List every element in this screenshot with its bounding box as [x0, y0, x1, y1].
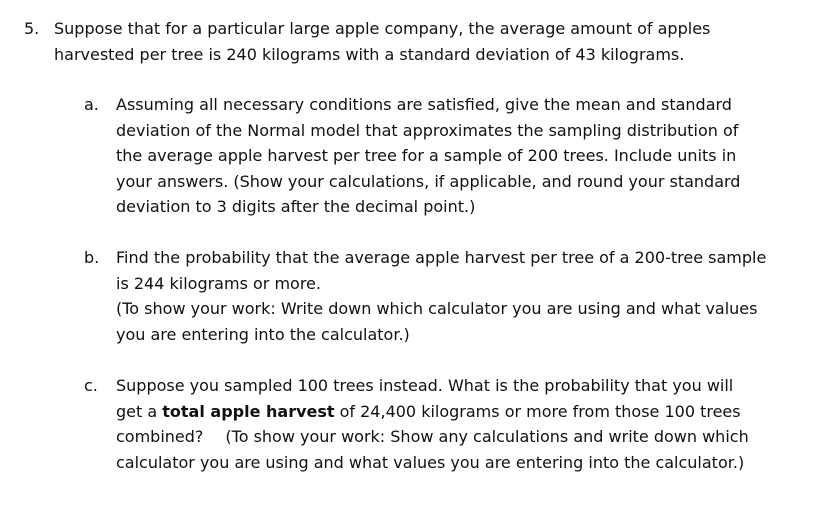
question-number: 5.	[24, 19, 40, 38]
part-a-line: deviation of the Normal model that approximates the sampling distribution of	[116, 120, 739, 140]
part-a-line: Assuming all necessary conditions are satisfied, give the mean and standard	[116, 95, 732, 114]
part-b-line: is 244 kilograms or more.	[116, 273, 321, 293]
part-c-line2-post: of 24,400 kilograms or more from those 100 trees	[334, 401, 741, 421]
part-c-line: Suppose you sampled 100 trees instead. What is the probability that you will	[116, 376, 734, 395]
part-c-line	[116, 399, 814, 425]
part-b-line: (To show your work: Write down which calculator you are using and what values	[116, 299, 758, 318]
part-a-letter: a.	[84, 95, 99, 114]
part-a-line: the average apple harvest per tree for a sample of 200 trees. Include units in	[116, 146, 737, 165]
total-apple-harvest-emphasis: total apple harvest	[162, 401, 335, 421]
part-c-letter: c.	[84, 376, 98, 395]
part-c-text	[116, 373, 814, 475]
question-stem	[54, 16, 814, 68]
part-a-line: your answers. (Show your calculations, if applicable, and round your standard	[116, 171, 741, 191]
part-b-line: you are entering into the calculator.)	[116, 324, 410, 344]
part-b-line: Find the probability that the average apple harvest per tree of a 200-tree sample	[116, 248, 767, 267]
part-c-line2-pre: get a	[116, 401, 163, 421]
part-c-line3-post: (To show your work: Show any calculations and write down which	[225, 427, 749, 446]
part-c-line	[116, 424, 814, 450]
question-stem-line: Suppose that for a particular large apple company, the average amount of apples	[54, 19, 711, 38]
part-c-line3-pre: combined?	[116, 427, 204, 446]
part-a-line: deviation to 3 digits after the decimal point.)	[116, 197, 476, 216]
part-a-text	[116, 92, 814, 220]
part-b-text	[116, 245, 814, 347]
part-c-line: calculator you are using and what values you are entering into the calculator.)	[116, 452, 745, 472]
part-b-letter: b.	[84, 248, 100, 267]
question-stem-line: harvested per tree is 240 kilograms with a standard deviation of 43 kilograms.	[54, 45, 685, 64]
